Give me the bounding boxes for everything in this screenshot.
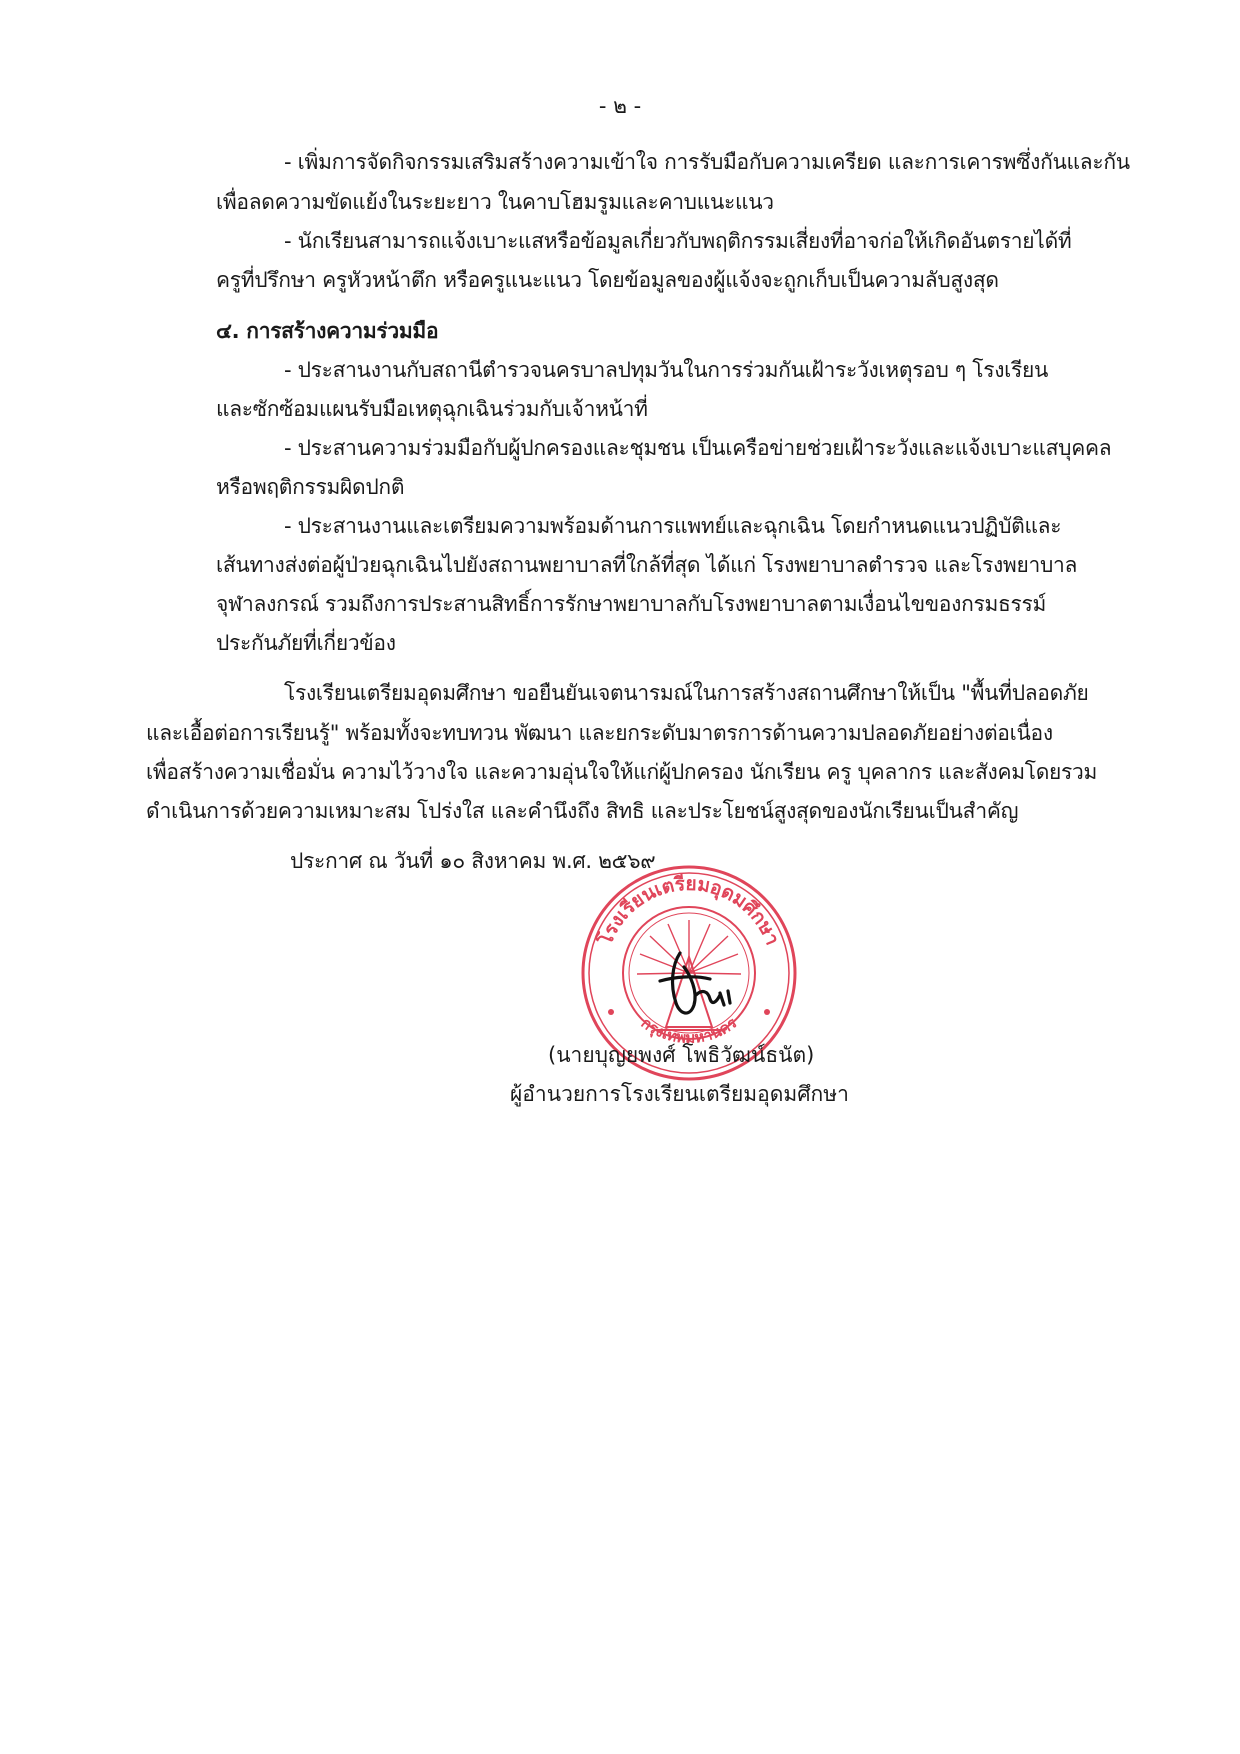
stamp-top-text: โรงเรียนเตรียมอุดมศึกษา xyxy=(594,872,784,949)
closing-line: ดำเนินการด้วยความเหมาะสม โปร่งใส และคำนึงถึง สิทธิ และประโยชน์สูงสุดของนักเรียนเป็นสำคัญ xyxy=(146,799,1019,823)
body-line: เส้นทางส่งต่อผู้ป่วยฉุกเฉินไปยังสถานพยาบาลที่ใกล้ที่สุด ได้แก่ โรงพยาบาลตำรวจ และโรงพยาบาล xyxy=(216,553,1078,577)
body-line: - เพิ่มการจัดกิจกรรมเสริมสร้างความเข้าใจ การรับมือกับความเครียด และการเคารพซึ่งกันและกัน xyxy=(284,150,1130,174)
body-line: เพื่อลดความขัดแย้งในระยะยาว ในคาบโฮมรูมและคาบแนะแนว xyxy=(216,190,774,214)
closing-line: และเอื้อต่อการเรียนรู้" พร้อมทั้งจะทบทวน พัฒนา และยกระดับมาตรการด้านความปลอดภัยอย่างต่อเนื่อง xyxy=(146,721,1053,745)
body-line: - ประสานความร่วมมือกับผู้ปกครองและชุมชน เป็นเครือข่ายช่วยเฝ้าระวังและแจ้งเบาะแสบุคคล xyxy=(284,436,1112,460)
body-line: ประกันภัยที่เกี่ยวข้อง xyxy=(216,631,396,655)
body-line: และซักซ้อมแผนรับมือเหตุฉุกเฉินร่วมกับเจ้าหน้าที่ xyxy=(216,397,648,421)
stamp-bottom-text: กรุงเทพมหานคร xyxy=(637,1013,741,1047)
body-line: จุฬาลงกรณ์ รวมถึงการประสานสิทธิ์การรักษาพยาบาลกับโรงพยาบาลตามเงื่อนไขของกรมธรรม์ xyxy=(216,592,1047,616)
signer-name: (นายบุญยพงศ์ โพธิวัฒน์ธนัต) xyxy=(548,1043,815,1067)
closing-line: โรงเรียนเตรียมอุดมศึกษา ขอยืนยันเจตนารมณ์ในการสร้างสถานศึกษาให้เป็น "พื้นที่ปลอดภัย xyxy=(284,681,1089,705)
body-line: - ประสานงานกับสถานีตำรวจนครบาลปทุมวันในการร่วมกันเฝ้าระวังเหตุรอบ ๆ โรงเรียน xyxy=(284,358,1049,382)
announce-date: ประกาศ ณ วันที่ ๑๐ สิงหาคม พ.ศ. ๒๕๖๙ xyxy=(290,849,656,873)
signer-title: ผู้อำนวยการโรงเรียนเตรียมอุดมศึกษา xyxy=(510,1082,849,1106)
body-line: หรือพฤติกรรมผิดปกติ xyxy=(216,475,405,499)
section-heading: ๔. การสร้างความร่วมมือ xyxy=(216,319,439,343)
closing-line: เพื่อสร้างความเชื่อมั่น ความไว้วางใจ และความอุ่นใจให้แก่ผู้ปกครอง นักเรียน ครู บุคลากร และสังคมโดยรวม xyxy=(146,760,1098,784)
body-line: ครูที่ปรึกษา ครูหัวหน้าตึก หรือครูแนะแนว โดยข้อมูลของผู้แจ้งจะถูกเก็บเป็นความลับสูงสุด xyxy=(216,268,999,292)
page-number: - ๒ - xyxy=(598,94,642,118)
body-line: - นักเรียนสามารถแจ้งเบาะแสหรือข้อมูลเกี่ยวกับพฤติกรรมเสี่ยงที่อาจก่อให้เกิดอันตรายได้ที่ xyxy=(284,229,1072,253)
body-line: - ประสานงานและเตรียมความพร้อมด้านการแพทย์และฉุกเฉิน โดยกำหนดแนวปฏิบัติและ xyxy=(284,514,1062,538)
handwritten-signature xyxy=(650,945,740,1025)
